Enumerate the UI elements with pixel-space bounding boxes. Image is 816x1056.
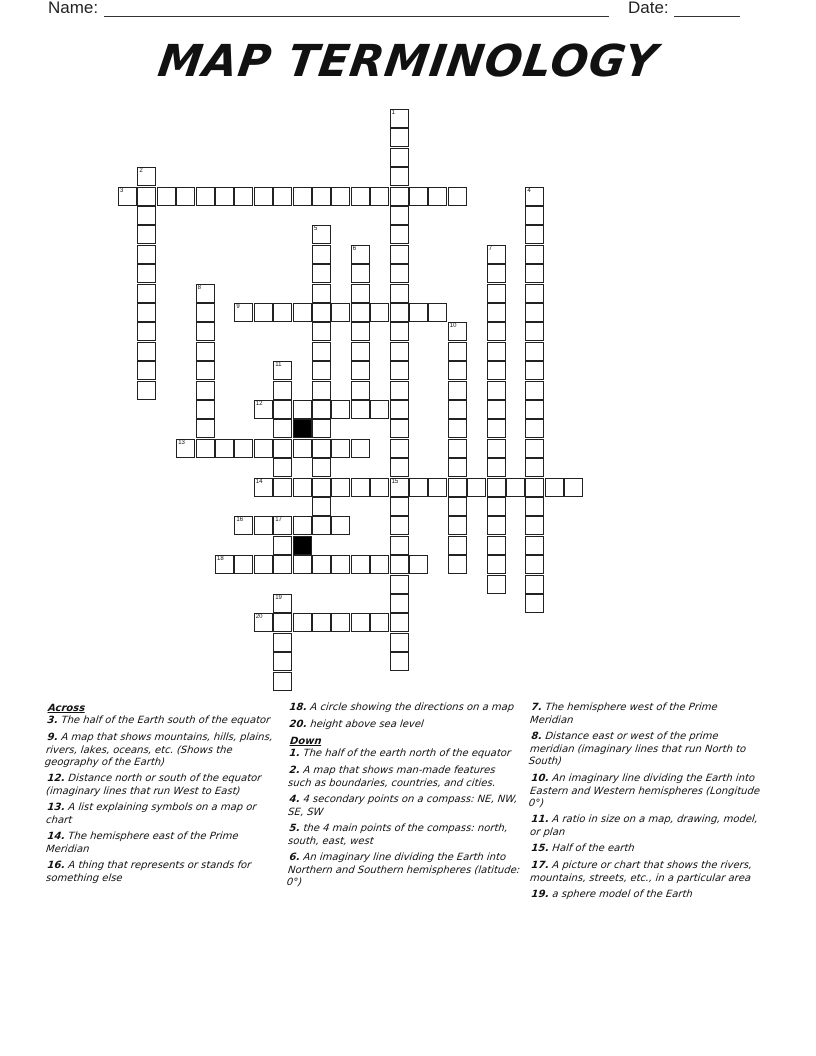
grid-cell[interactable] bbox=[293, 439, 312, 458]
grid-cell[interactable] bbox=[312, 458, 331, 477]
grid-cell[interactable] bbox=[487, 400, 506, 419]
grid-cell[interactable] bbox=[273, 400, 292, 419]
grid-cell[interactable] bbox=[487, 245, 506, 264]
grid-cell[interactable] bbox=[370, 613, 389, 632]
grid-cell[interactable] bbox=[273, 555, 292, 574]
clue-item-text: A map that shows mountains, hills, plains, rivers, lakes, oceans, etc. (Shows the geography of the Earth) bbox=[44, 731, 274, 768]
grid-cell[interactable] bbox=[525, 478, 544, 497]
grid-cell[interactable] bbox=[215, 555, 234, 574]
grid-cell[interactable] bbox=[234, 439, 253, 458]
grid-cell[interactable] bbox=[196, 303, 215, 322]
grid-cell[interactable] bbox=[448, 516, 467, 535]
grid-cell[interactable] bbox=[293, 555, 312, 574]
grid-cell[interactable] bbox=[390, 594, 409, 613]
clue-item-number: 19. bbox=[530, 888, 550, 900]
grid-cell[interactable] bbox=[312, 381, 331, 400]
clue-number: 6 bbox=[352, 245, 357, 252]
grid-cell[interactable] bbox=[390, 575, 409, 594]
grid-cell[interactable] bbox=[409, 478, 428, 497]
grid-cell[interactable] bbox=[331, 613, 350, 632]
grid-cell[interactable] bbox=[390, 478, 409, 497]
clue-item-text: the 4 main points of the compass: north, south, east, west bbox=[287, 822, 509, 846]
clue-item-text: A thing that represents or stands for something else bbox=[45, 860, 252, 884]
clue-number: 10 bbox=[449, 323, 457, 330]
grid-cell[interactable] bbox=[525, 536, 544, 555]
grid-cell[interactable] bbox=[390, 245, 409, 264]
grid-cell[interactable] bbox=[273, 536, 292, 555]
grid-cell[interactable] bbox=[390, 206, 409, 225]
clue-item-number: 14. bbox=[46, 831, 66, 842]
grid-cell[interactable] bbox=[390, 516, 409, 535]
clue-item bbox=[289, 702, 522, 715]
grid-cell[interactable] bbox=[351, 303, 370, 322]
grid-cell[interactable] bbox=[254, 400, 273, 419]
grid-cell[interactable] bbox=[370, 303, 389, 322]
grid-cell[interactable] bbox=[351, 322, 370, 341]
grid-cell[interactable] bbox=[351, 342, 370, 361]
clue-number: 20 bbox=[255, 614, 263, 621]
clue-item-text: The half of the earth north of the equator bbox=[299, 748, 512, 759]
name-label: Name: bbox=[48, 0, 99, 17]
grid-cell[interactable] bbox=[273, 187, 292, 206]
clue-item bbox=[287, 794, 522, 819]
black-square bbox=[293, 536, 312, 555]
grid-cell[interactable] bbox=[564, 478, 583, 497]
grid-cell[interactable] bbox=[273, 652, 292, 671]
grid-cell[interactable] bbox=[390, 439, 409, 458]
grid-cell[interactable] bbox=[370, 400, 389, 419]
clue-item-text: Distance north or south of the equator (imaginary lines that run West to East) bbox=[45, 773, 262, 797]
grid-cell[interactable] bbox=[390, 303, 409, 322]
grid-cell[interactable] bbox=[428, 478, 447, 497]
grid-cell[interactable] bbox=[312, 342, 331, 361]
clue-item-number: 11. bbox=[530, 814, 550, 825]
clue-item-text: A circle showing the directions on a map bbox=[306, 702, 515, 713]
grid-cell[interactable] bbox=[273, 478, 292, 497]
grid-cell[interactable] bbox=[487, 555, 506, 574]
grid-cell[interactable] bbox=[273, 381, 292, 400]
grid-cell[interactable] bbox=[312, 400, 331, 419]
clue-item-text: An imaginary line dividing the Earth into Eastern and Western hemispheres (Longitude 0°) bbox=[528, 772, 761, 809]
clue-item-number: 17. bbox=[530, 859, 550, 871]
grid-cell[interactable] bbox=[409, 303, 428, 322]
grid-cell[interactable] bbox=[254, 439, 273, 458]
grid-cell[interactable] bbox=[487, 458, 506, 477]
grid-cell[interactable] bbox=[525, 594, 544, 613]
grid-cell[interactable] bbox=[525, 264, 544, 283]
clue-item-number: 9. bbox=[46, 731, 59, 743]
grid-cell[interactable] bbox=[312, 497, 331, 516]
clue-number: 17 bbox=[275, 517, 282, 524]
grid-cell[interactable] bbox=[273, 458, 292, 477]
grid-cell[interactable] bbox=[137, 264, 156, 283]
grid-cell[interactable] bbox=[273, 516, 292, 535]
clue-number: 15 bbox=[391, 478, 399, 485]
clue-item bbox=[528, 773, 764, 811]
grid-cell[interactable] bbox=[448, 361, 467, 380]
clue-item-text: An imaginary line dividing the Earth into Northern and Southern hemispheres (latitude: 0°) bbox=[286, 851, 521, 888]
clue-item-number: 20. bbox=[288, 718, 308, 730]
grid-cell[interactable] bbox=[273, 633, 292, 652]
grid-cell[interactable] bbox=[351, 478, 370, 497]
grid-cell[interactable] bbox=[273, 613, 292, 632]
grid-cell[interactable] bbox=[487, 516, 506, 535]
clue-item bbox=[45, 860, 280, 885]
grid-cell[interactable] bbox=[254, 478, 273, 497]
clue-item-text: The half of the Earth south of the equator bbox=[57, 715, 271, 726]
grid-cell[interactable] bbox=[137, 322, 156, 341]
grid-cell[interactable] bbox=[467, 478, 486, 497]
clue-number: 9 bbox=[236, 304, 240, 310]
grid-cell[interactable] bbox=[331, 478, 350, 497]
grid-cell[interactable] bbox=[390, 633, 409, 652]
grid-cell[interactable] bbox=[390, 342, 409, 361]
grid-cell[interactable] bbox=[487, 322, 506, 341]
grid-cell[interactable] bbox=[331, 555, 350, 574]
grid-cell[interactable] bbox=[293, 613, 312, 632]
clue-item-number: 12. bbox=[46, 773, 66, 784]
grid-cell[interactable] bbox=[312, 322, 331, 341]
clue-item-number: 3. bbox=[46, 715, 59, 726]
grid-cell[interactable] bbox=[196, 361, 215, 380]
grid-cell[interactable] bbox=[312, 555, 331, 574]
clue-item-text: The hemisphere west of the Prime Meridian bbox=[529, 702, 719, 726]
grid-cell[interactable] bbox=[273, 303, 292, 322]
grid-cell[interactable] bbox=[448, 555, 467, 574]
grid-cell[interactable] bbox=[312, 516, 331, 535]
clue-item bbox=[47, 715, 280, 728]
grid-cell[interactable] bbox=[487, 264, 506, 283]
across-heading: Across bbox=[47, 703, 86, 714]
clue-item-number: 15. bbox=[530, 843, 550, 854]
clues-column-1 bbox=[44, 702, 280, 889]
grid-cell[interactable] bbox=[448, 439, 467, 458]
grid-cell[interactable] bbox=[137, 361, 156, 380]
grid-cell[interactable] bbox=[137, 381, 156, 400]
clue-item bbox=[529, 860, 764, 885]
clue-item-text: A picture or chart that shows the rivers, mountains, streets, etc., in a particular area bbox=[529, 859, 753, 883]
grid-cell[interactable] bbox=[487, 478, 506, 497]
clue-item-text: A map that shows man-made features such as boundaries, countries, and cities. bbox=[287, 764, 497, 788]
clue-number: 13 bbox=[178, 439, 185, 446]
clue-item-text: A list explaining symbols on a map or chart bbox=[45, 802, 257, 826]
grid-cell[interactable] bbox=[525, 225, 544, 244]
grid-cell[interactable] bbox=[409, 555, 428, 574]
grid-cell[interactable] bbox=[234, 303, 253, 322]
clue-number: 3 bbox=[120, 187, 124, 194]
page-title: MAP TERMINOLOGY bbox=[155, 36, 661, 87]
grid-cell[interactable] bbox=[545, 478, 564, 497]
grid-cell[interactable] bbox=[525, 206, 544, 225]
clue-item-number: 1. bbox=[288, 748, 301, 759]
clue-item bbox=[529, 702, 764, 727]
grid-cell[interactable] bbox=[351, 555, 370, 574]
grid-cell[interactable] bbox=[254, 555, 273, 574]
grid-cell[interactable] bbox=[196, 322, 215, 341]
grid-cell[interactable] bbox=[137, 206, 156, 225]
grid-cell[interactable] bbox=[487, 303, 506, 322]
grid-cell[interactable] bbox=[487, 575, 506, 594]
grid-cell[interactable] bbox=[137, 187, 156, 206]
grid-cell[interactable] bbox=[351, 613, 370, 632]
grid-cell[interactable] bbox=[390, 225, 409, 244]
black-square bbox=[293, 419, 312, 438]
grid-cell[interactable] bbox=[448, 458, 467, 477]
clue-item bbox=[528, 731, 764, 769]
grid-cell[interactable] bbox=[390, 497, 409, 516]
grid-cell[interactable] bbox=[331, 516, 350, 535]
clue-item bbox=[529, 814, 764, 839]
grid-cell[interactable] bbox=[176, 187, 195, 206]
clue-item bbox=[45, 802, 280, 827]
grid-cell[interactable] bbox=[448, 187, 467, 206]
grid-cell[interactable] bbox=[390, 613, 409, 632]
grid-cell[interactable] bbox=[487, 342, 506, 361]
clue-item-text: A ratio in size on a map, drawing, model, or plan bbox=[529, 814, 759, 838]
grid-cell[interactable] bbox=[254, 516, 273, 535]
grid-cell[interactable] bbox=[390, 187, 409, 206]
grid-cell[interactable] bbox=[390, 381, 409, 400]
grid-cell[interactable] bbox=[351, 400, 370, 419]
grid-cell[interactable] bbox=[137, 245, 156, 264]
grid-cell[interactable] bbox=[331, 187, 350, 206]
clue-item-number: 2. bbox=[288, 764, 301, 776]
clue-number: 12 bbox=[255, 401, 263, 407]
grid-cell[interactable] bbox=[525, 400, 544, 419]
clue-number: 4 bbox=[527, 187, 531, 194]
grid-cell[interactable] bbox=[525, 575, 544, 594]
down-heading: Down bbox=[289, 736, 323, 747]
grid-cell[interactable] bbox=[525, 342, 544, 361]
grid-cell[interactable] bbox=[390, 167, 409, 186]
grid-cell[interactable] bbox=[390, 536, 409, 555]
clue-item-number: 8. bbox=[530, 731, 543, 742]
grid-cell[interactable] bbox=[273, 439, 292, 458]
clue-item-text: Half of the earth bbox=[548, 843, 636, 854]
grid-cell[interactable] bbox=[196, 439, 215, 458]
clue-item-text: a sphere model of the Earth bbox=[548, 888, 694, 900]
grid-cell[interactable] bbox=[448, 342, 467, 361]
grid-cell[interactable] bbox=[157, 187, 176, 206]
grid-cell[interactable] bbox=[487, 497, 506, 516]
grid-cell[interactable] bbox=[312, 419, 331, 438]
grid-cell[interactable] bbox=[390, 400, 409, 419]
grid-cell[interactable] bbox=[351, 361, 370, 380]
grid-cell[interactable] bbox=[351, 381, 370, 400]
grid-cell[interactable] bbox=[312, 284, 331, 303]
clue-number: 16 bbox=[236, 517, 244, 524]
grid-cell[interactable] bbox=[254, 613, 273, 632]
grid-cell[interactable] bbox=[312, 361, 331, 380]
clue-number: 18 bbox=[217, 556, 224, 563]
grid-cell[interactable] bbox=[137, 167, 156, 186]
grid-cell[interactable] bbox=[351, 284, 370, 303]
grid-cell[interactable] bbox=[312, 225, 331, 244]
grid-cell[interactable] bbox=[506, 478, 525, 497]
grid-cell[interactable] bbox=[448, 478, 467, 497]
grid-cell[interactable] bbox=[273, 594, 292, 613]
grid-cell[interactable] bbox=[331, 303, 350, 322]
grid-cell[interactable] bbox=[525, 303, 544, 322]
grid-cell[interactable] bbox=[487, 284, 506, 303]
grid-cell[interactable] bbox=[525, 458, 544, 477]
grid-cell[interactable] bbox=[293, 187, 312, 206]
grid-cell[interactable] bbox=[448, 322, 467, 341]
grid-cell[interactable] bbox=[293, 400, 312, 419]
grid-cell[interactable] bbox=[448, 381, 467, 400]
clue-item-number: 18. bbox=[288, 702, 308, 713]
clue-item bbox=[289, 748, 522, 761]
grid-cell[interactable] bbox=[525, 187, 544, 206]
grid-cell[interactable] bbox=[196, 284, 215, 303]
grid-cell[interactable] bbox=[137, 225, 156, 244]
grid-cell[interactable] bbox=[390, 652, 409, 671]
grid-cell[interactable] bbox=[312, 478, 331, 497]
grid-cell[interactable] bbox=[293, 303, 312, 322]
grid-cell[interactable] bbox=[390, 109, 409, 128]
grid-cell[interactable] bbox=[234, 555, 253, 574]
clue-item bbox=[531, 843, 764, 856]
clues-section bbox=[44, 702, 768, 942]
grid-cell[interactable] bbox=[448, 400, 467, 419]
grid-cell[interactable] bbox=[448, 497, 467, 516]
grid-cell[interactable] bbox=[196, 187, 215, 206]
grid-cell[interactable] bbox=[448, 419, 467, 438]
grid-cell[interactable] bbox=[351, 439, 370, 458]
grid-cell[interactable] bbox=[254, 187, 273, 206]
grid-cell[interactable] bbox=[234, 516, 253, 535]
clue-item bbox=[45, 831, 280, 856]
clue-number: 19 bbox=[275, 595, 282, 601]
grid-cell[interactable] bbox=[312, 245, 331, 264]
clue-number: 5 bbox=[314, 226, 318, 233]
grid-cell[interactable] bbox=[312, 264, 331, 283]
grid-cell[interactable] bbox=[390, 284, 409, 303]
grid-cell[interactable] bbox=[370, 478, 389, 497]
grid-cell[interactable] bbox=[525, 284, 544, 303]
grid-cell[interactable] bbox=[234, 187, 253, 206]
grid-cell[interactable] bbox=[525, 555, 544, 574]
grid-cell[interactable] bbox=[351, 245, 370, 264]
clue-number: 2 bbox=[139, 168, 143, 175]
grid-cell[interactable] bbox=[525, 516, 544, 535]
grid-cell[interactable] bbox=[525, 381, 544, 400]
clue-item bbox=[45, 773, 280, 798]
clue-item bbox=[531, 889, 764, 902]
grid-cell[interactable] bbox=[196, 400, 215, 419]
grid-cell[interactable] bbox=[487, 536, 506, 555]
clue-number: 7 bbox=[488, 245, 492, 252]
grid-cell[interactable] bbox=[409, 187, 428, 206]
grid-cell[interactable] bbox=[273, 419, 292, 438]
grid-cell[interactable] bbox=[312, 187, 331, 206]
grid-cell[interactable] bbox=[273, 672, 292, 691]
clue-number: 1 bbox=[391, 110, 395, 116]
grid-cell[interactable] bbox=[196, 419, 215, 438]
clue-item-number: 16. bbox=[46, 860, 66, 871]
grid-cell[interactable] bbox=[525, 361, 544, 380]
clue-item-text: Distance east or west of the prime meridian (imaginary lines that run North to South) bbox=[528, 731, 747, 767]
date-label: Date: bbox=[628, 0, 669, 17]
grid-cell[interactable] bbox=[351, 264, 370, 283]
clues-column-2 bbox=[286, 702, 522, 893]
grid-cell[interactable] bbox=[390, 361, 409, 380]
clue-item-number: 5. bbox=[288, 822, 301, 834]
clue-item-number: 6. bbox=[288, 851, 301, 863]
grid-cell[interactable] bbox=[390, 458, 409, 477]
clue-item-number: 4. bbox=[288, 793, 301, 805]
clue-item-number: 13. bbox=[46, 802, 66, 813]
grid-cell[interactable] bbox=[525, 419, 544, 438]
grid-cell[interactable] bbox=[390, 419, 409, 438]
grid-cell[interactable] bbox=[137, 342, 156, 361]
grid-cell[interactable] bbox=[525, 497, 544, 516]
clue-item bbox=[289, 719, 522, 732]
clue-item-text: The hemisphere east of the Prime Meridian bbox=[45, 831, 239, 855]
grid-cell[interactable] bbox=[137, 303, 156, 322]
grid-cell[interactable] bbox=[293, 478, 312, 497]
clue-item-text: height above sea level bbox=[306, 718, 425, 730]
grid-cell[interactable] bbox=[390, 322, 409, 341]
grid-cell[interactable] bbox=[448, 536, 467, 555]
grid-cell[interactable] bbox=[487, 439, 506, 458]
grid-cell[interactable] bbox=[428, 187, 447, 206]
clue-number: 11 bbox=[275, 362, 282, 369]
clue-item-text: 4 secondary points on a compass: NE, NW, SE, SW bbox=[287, 793, 519, 817]
grid-cell[interactable] bbox=[118, 187, 137, 206]
grid-cell[interactable] bbox=[370, 187, 389, 206]
clues-column-3 bbox=[528, 702, 764, 905]
grid-cell[interactable] bbox=[331, 439, 350, 458]
grid-cell[interactable] bbox=[428, 303, 447, 322]
grid-cell[interactable] bbox=[487, 419, 506, 438]
grid-cell[interactable] bbox=[312, 613, 331, 632]
grid-cell[interactable] bbox=[390, 148, 409, 167]
grid-cell[interactable] bbox=[254, 303, 273, 322]
grid-cell[interactable] bbox=[215, 187, 234, 206]
clue-number: 8 bbox=[197, 284, 201, 291]
grid-cell[interactable] bbox=[215, 439, 234, 458]
grid-cell[interactable] bbox=[487, 381, 506, 400]
grid-cell[interactable] bbox=[331, 400, 350, 419]
grid-cell[interactable] bbox=[137, 284, 156, 303]
grid-cell[interactable] bbox=[196, 342, 215, 361]
clue-item bbox=[287, 765, 522, 790]
grid-cell[interactable] bbox=[273, 361, 292, 380]
grid-cell[interactable] bbox=[370, 555, 389, 574]
grid-cell[interactable] bbox=[351, 187, 370, 206]
clue-item-number: 7. bbox=[530, 702, 543, 713]
grid-cell[interactable] bbox=[390, 264, 409, 283]
grid-cell[interactable] bbox=[390, 128, 409, 147]
grid-cell[interactable] bbox=[525, 439, 544, 458]
grid-cell[interactable] bbox=[176, 439, 195, 458]
clue-item bbox=[44, 732, 280, 770]
grid-cell[interactable] bbox=[525, 245, 544, 264]
clue-number: 14 bbox=[255, 478, 263, 485]
grid-cell[interactable] bbox=[196, 381, 215, 400]
clue-item bbox=[287, 823, 522, 848]
clue-item bbox=[286, 852, 522, 890]
clue-item-number: 10. bbox=[530, 772, 550, 784]
grid-cell[interactable] bbox=[390, 555, 409, 574]
grid-cell[interactable] bbox=[293, 516, 312, 535]
grid-cell[interactable] bbox=[312, 439, 331, 458]
grid-cell[interactable] bbox=[312, 303, 331, 322]
grid-cell[interactable] bbox=[487, 361, 506, 380]
grid-cell[interactable] bbox=[525, 322, 544, 341]
